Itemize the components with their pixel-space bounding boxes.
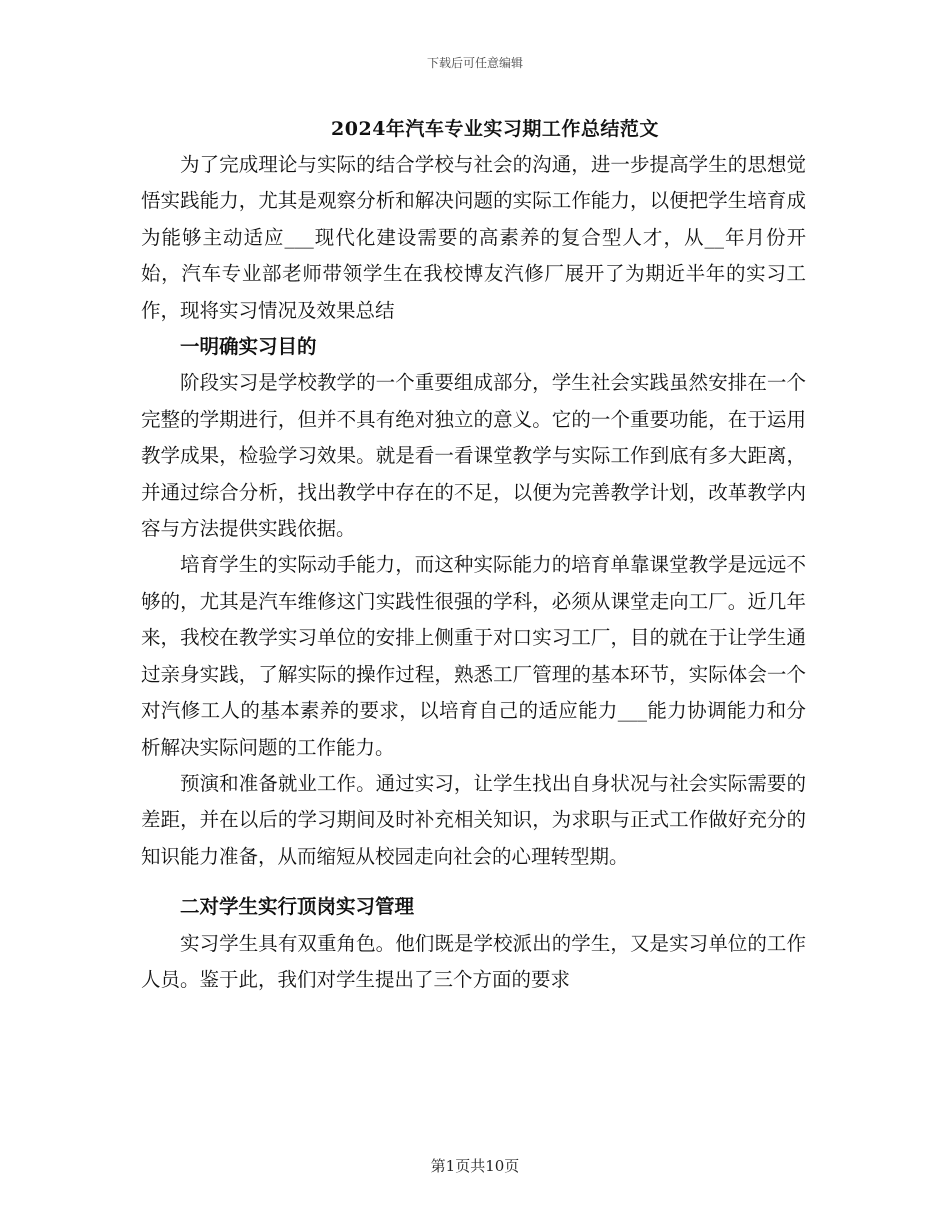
intro-paragraph: 为了完成理论与实际的结合学校与社会的沟通，进一步提高学生的思想觉悟实践能力，尤其是观察分析和解决问题的实际工作能力，以便把学生培育成为能够主动适应___现代化建设需要的高素养的复合型人才，从__年月份开始，汽车专业部老师带领学生在我校博友汽修厂展开了为期近半年的实习工作，现将实习情况及效果总结: [141, 153, 806, 322]
section-heading-1: 一明确实习目的: [180, 335, 317, 359]
section1-paragraph-3: 预演和准备就业工作。通过实习，让学生找出自身状况与社会实际需要的差距，并在以后的学习期间及时补充相关知识，为求职与正式工作做好充分的知识能力准备，从而缩短从校园走向社会的心理转型期。: [141, 771, 806, 868]
section1-paragraph-2: 培育学生的实际动手能力，而这种实际能力的培育单靠课堂教学是远远不够的，尤其是汽车维修这门实践性很强的学科，必须从课堂走向工厂。近几年来，我校在教学实习单位的安排上侧重于对口实习工厂，目的就在于让学生通过亲身实践，了解实际的操作过程，熟悉工厂管理的基本环节，实际体会一个对汽修工人的基本素养的要求，以培育自己的适应能力___能力协调能力和分析解决实际问题的工作能力。: [141, 553, 806, 759]
page-header-note: 下载后可任意编辑: [426, 56, 523, 70]
document-body: [141, 147, 806, 998]
section1-paragraph-1: 阶段实习是学校教学的一个重要组成部分，学生社会实践虽然安排在一个完整的学期进行，但并不具有绝对独立的意义。它的一个重要功能，在于运用教学成果，检验学习效果。就是看一看课堂教学与实际工作到底有多大距离，并通过综合分析，找出教学中存在的不足，以便为完善教学计划，改革教学内容与方法提供实践依据。: [141, 371, 806, 541]
page-number: 第1页共10页: [430, 1157, 520, 1175]
section-heading-2: 二对学生实行顶岗实习管理: [180, 895, 415, 919]
section-spacer: [141, 875, 806, 889]
document-title: 2024年汽车专业实习期工作总结范文: [331, 118, 659, 140]
section2-paragraph-1: 实习学生具有双重角色。他们既是学校派出的学生，又是实习单位的工作人员。鉴于此，我们对学生提出了三个方面的要求: [141, 931, 806, 991]
